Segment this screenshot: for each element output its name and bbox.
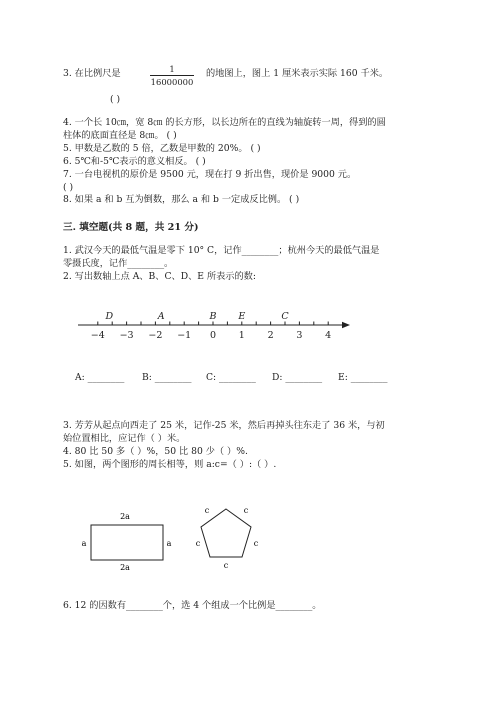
tick-label: −3 xyxy=(119,330,134,341)
rectangle-shape xyxy=(91,525,163,560)
answer-d: D: ________ xyxy=(272,372,323,383)
point-label-a: A xyxy=(157,311,165,322)
fraction-numerator: 1 xyxy=(169,64,175,74)
q5-text: 5. 甲数是乙数的 5 倍，乙数是甲数的 20%。 ( ) xyxy=(63,143,261,154)
q3-prefix: 3. 在比例尺是 xyxy=(63,68,121,79)
fraction-denominator: 16000000 xyxy=(150,77,194,87)
point-label-c: C xyxy=(281,311,289,322)
tick-label: 3 xyxy=(296,330,303,341)
answer-b: B: ________ xyxy=(142,372,192,383)
number-line xyxy=(0,305,500,355)
scale-fraction xyxy=(150,64,194,87)
tick-label: −2 xyxy=(148,330,163,341)
tick-label: 0 xyxy=(209,330,217,341)
q6-text: 6. 5℃和-5℃表示的意义相反。 ( ) xyxy=(63,156,206,167)
tick-label: 2 xyxy=(267,330,274,341)
q7-line1: 7. 一台电视机的原价是 9500 元，现在打 9 折出售，现价是 9000 元。 xyxy=(63,169,357,180)
answer-e: E: ________ xyxy=(338,372,388,383)
q4-line2: 柱体的底面直径是 8㎝。 ( ) xyxy=(63,130,177,141)
f1-line2: 零摄氏度，记作________。 xyxy=(63,258,174,269)
f1-line1: 1. 武汉今天的最低气温是零下 10° C，记作________；杭州今天的最低气温是 xyxy=(63,245,380,256)
tick-label: −4 xyxy=(90,330,105,341)
q7-line2: ( ) xyxy=(63,182,74,193)
f3-line1: 3. 芳芳从起点向西走了 25 米，记作-25 米，然后再掉头往东走了 36 米，与初 xyxy=(63,420,385,431)
point-label-d: D xyxy=(105,311,114,322)
number-line-arrow xyxy=(342,322,350,328)
rect-right-label: a xyxy=(166,539,172,548)
f2-text: 2. 写出数轴上点 A、B、C、D、E 所表示的数: xyxy=(63,271,256,282)
rect-left-label: a xyxy=(81,539,87,548)
figure xyxy=(0,500,500,600)
answer-a: A: ________ xyxy=(75,372,125,383)
penta-label-top-right: c xyxy=(243,506,249,515)
q4-line1: 4. 一个长 10㎝，宽 8㎝ 的长方形，以长边所在的直线为轴旋转一周，得到的圆 xyxy=(63,117,386,128)
f3-line2: 始位置相比，应记作（ ）米。 xyxy=(63,433,186,444)
answer-c: C: ________ xyxy=(206,372,256,383)
f6-text: 6. 12 的因数有________个，选 4 个组成一个比例是________。 xyxy=(63,600,322,611)
rect-bottom-label: 2a xyxy=(120,563,130,572)
q3-answer-paren: ( ) xyxy=(110,94,121,105)
tick-label: −1 xyxy=(177,330,192,341)
penta-label-right: c xyxy=(253,539,259,548)
pentagon-shape xyxy=(201,509,251,557)
f5-text: 5. 如图，两个图形的周长相等，则 a:c=（ ）:（ ）. xyxy=(63,459,277,470)
point-label-e: E xyxy=(238,311,246,322)
tick-label: 1 xyxy=(238,330,245,341)
tick-label: 4 xyxy=(325,330,332,341)
rect-top-label: 2a xyxy=(120,512,130,521)
point-label-b: B xyxy=(209,311,217,322)
fraction-bar xyxy=(150,75,194,76)
q8-text: 8. 如果 a 和 b 互为倒数，那么 a 和 b 一定成反比例。 ( ) xyxy=(63,194,300,205)
q3-suffix: 的地图上，图上 1 厘米表示实际 160 千米。 xyxy=(206,68,389,79)
penta-label-bottom: c xyxy=(223,561,229,570)
penta-label-left: c xyxy=(195,539,201,548)
penta-label-top-left: c xyxy=(204,506,210,515)
section-heading: 三. 填空题(共 8 题，共 21 分) xyxy=(63,222,199,233)
f4-text: 4. 80 比 50 多（ ）%，50 比 80 少（ ）%. xyxy=(63,446,248,457)
